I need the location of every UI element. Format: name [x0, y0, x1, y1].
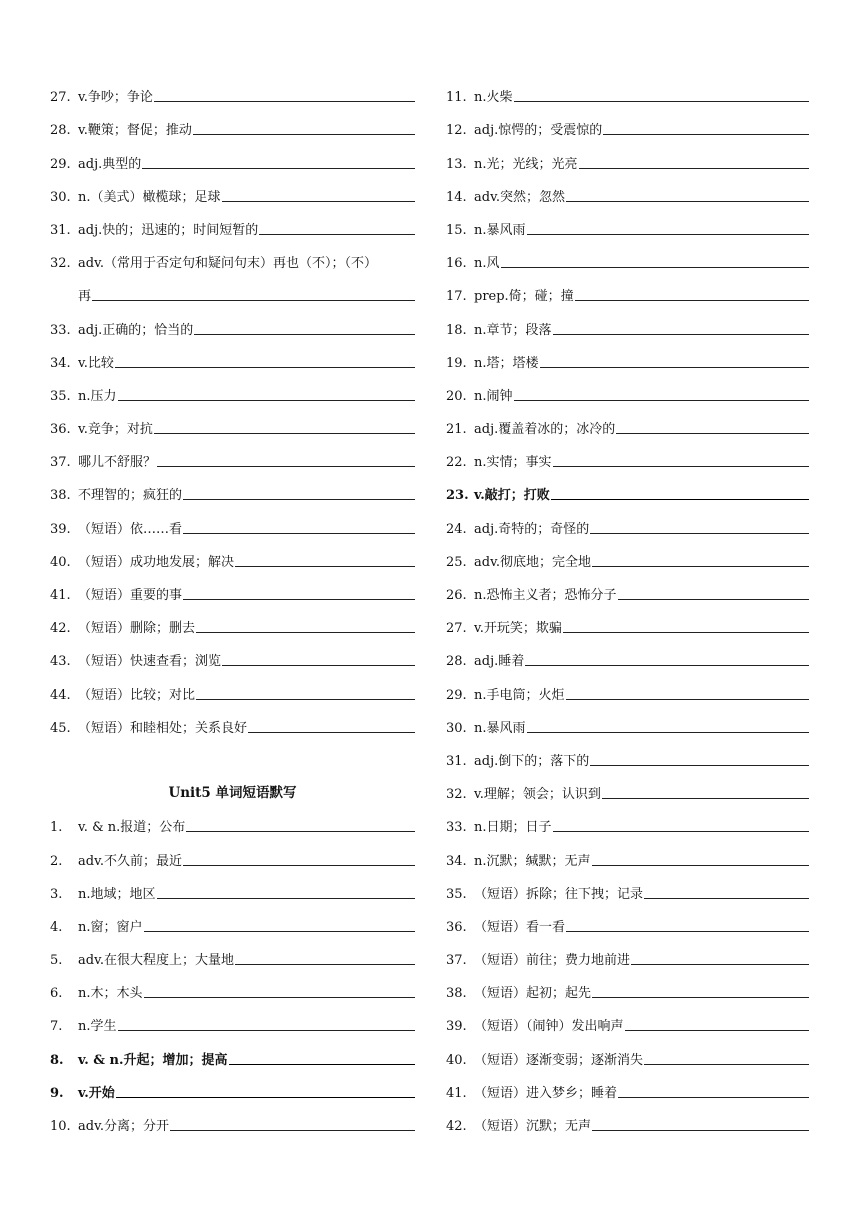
item-number: 15.	[446, 222, 467, 238]
answer-blank[interactable]	[527, 234, 809, 235]
list-item	[446, 569, 809, 602]
item-number: 29.	[50, 156, 71, 172]
item-definition: n.风	[474, 256, 500, 272]
list-item	[50, 1000, 415, 1033]
item-definition: （短语）进入梦乡；睡着	[474, 1085, 618, 1101]
list-item	[446, 868, 809, 901]
item-definition: v.开玩笑；欺骗	[474, 621, 562, 637]
item-definition: adv.分离；分开	[78, 1119, 170, 1134]
item-definition: （短语）起初；起先	[474, 986, 592, 1002]
item-number: 32.	[50, 256, 71, 272]
answer-blank[interactable]	[553, 831, 809, 832]
item-number: 33.	[446, 820, 467, 836]
answer-blank[interactable]	[154, 101, 415, 102]
answer-blank[interactable]	[170, 1130, 415, 1131]
answer-blank[interactable]	[229, 1064, 415, 1065]
item-number: 3.	[50, 886, 63, 902]
list-item	[446, 768, 809, 801]
item-number: 36.	[50, 422, 71, 438]
list-item	[446, 934, 809, 967]
list-item	[50, 569, 415, 602]
item-definition: adj.惊愕的；受震惊的	[474, 123, 603, 139]
item-number: 42.	[50, 621, 71, 637]
list-item	[50, 436, 415, 469]
list-item	[50, 337, 415, 370]
answer-blank[interactable]	[540, 367, 809, 368]
item-definition: （短语）成功地发展；解决	[78, 554, 235, 570]
item-number: 4.	[50, 919, 63, 935]
answer-blank[interactable]	[196, 632, 415, 633]
list-item	[50, 469, 415, 502]
answer-blank[interactable]	[575, 300, 809, 301]
answer-blank[interactable]	[592, 1130, 809, 1131]
item-number: 17.	[446, 289, 467, 305]
answer-blank[interactable]	[618, 1097, 809, 1098]
item-definition: 哪儿不舒服？	[78, 455, 157, 471]
item-number: 26.	[446, 588, 467, 603]
list-item	[446, 502, 809, 535]
item-definition: n.暴风雨	[474, 720, 526, 736]
right-column	[446, 71, 809, 1133]
answer-blank[interactable]	[157, 466, 415, 467]
list-item	[446, 702, 809, 735]
item-definition: n.日期；日子	[474, 820, 552, 836]
item-number: 13.	[446, 156, 467, 172]
list-item	[446, 370, 809, 403]
item-number: 20.	[446, 388, 467, 404]
answer-blank[interactable]	[144, 931, 415, 932]
item-definition: （短语）依……看	[78, 521, 183, 537]
list-item	[50, 834, 415, 867]
item-definition: adv.（常用于否定句和疑问句末）再也（不）；（不）	[78, 256, 378, 272]
list-item	[50, 1067, 415, 1100]
item-definition: （短语）前往；费力地前进	[474, 953, 631, 969]
answer-blank[interactable]	[553, 466, 809, 467]
answer-blank[interactable]	[183, 533, 415, 534]
item-number: 42.	[446, 1119, 467, 1134]
list-item	[50, 1033, 415, 1066]
answer-blank[interactable]	[590, 533, 809, 534]
answer-blank[interactable]	[592, 997, 809, 998]
list-item-32-continued	[50, 270, 415, 303]
item-definition: n.火柴	[474, 90, 513, 106]
answer-blank[interactable]	[603, 134, 809, 135]
list-item	[446, 436, 809, 469]
answer-blank[interactable]	[553, 334, 809, 335]
item-definition: n.闹钟	[474, 388, 513, 404]
item-definition: n.学生	[78, 1019, 117, 1035]
answer-blank[interactable]	[592, 566, 809, 567]
item-definition: n.暴风雨	[474, 222, 526, 238]
answer-blank[interactable]	[116, 1097, 415, 1098]
list-item	[446, 1033, 809, 1066]
item-number: 22.	[446, 455, 467, 471]
answer-blank[interactable]	[183, 865, 415, 866]
answer-blank[interactable]	[563, 632, 809, 633]
answer-blank[interactable]	[602, 798, 809, 799]
list-item	[50, 303, 415, 336]
answer-blank[interactable]	[222, 665, 415, 666]
item-definition: n.光；光线；光亮	[474, 156, 578, 172]
list-item	[50, 403, 415, 436]
list-item	[50, 1100, 415, 1133]
list-item	[50, 370, 415, 403]
answer-blank[interactable]	[157, 898, 415, 899]
answer-blank[interactable]	[196, 699, 415, 700]
item-number: 10.	[50, 1119, 71, 1134]
item-number: 14.	[446, 189, 467, 205]
item-definition: v. & n.报道；公布	[78, 820, 186, 836]
item-number: 34.	[446, 853, 467, 869]
list-item	[50, 204, 415, 237]
item-number: 28.	[446, 654, 467, 670]
list-item	[446, 901, 809, 934]
list-item	[446, 270, 809, 303]
item-number: 35.	[446, 886, 467, 902]
item-definition: n.实情；事实	[474, 455, 552, 471]
list-item	[50, 868, 415, 901]
answer-blank[interactable]	[144, 997, 415, 998]
item-number: 7.	[50, 1019, 63, 1035]
answer-blank[interactable]	[592, 865, 809, 866]
answer-blank[interactable]	[618, 599, 809, 600]
item-definition: （短语）和睦相处；关系良好	[78, 720, 248, 736]
item-definition: adv.彻底地；完全地	[474, 554, 592, 570]
list-item	[446, 237, 809, 270]
list-item	[446, 171, 809, 204]
item-number: 24.	[446, 521, 467, 537]
item-definition: adj.睡着	[474, 654, 525, 670]
item-number: 35.	[50, 388, 71, 404]
list-item	[50, 635, 415, 668]
unit5-section-title: Unit5 单词短语默写	[168, 785, 297, 802]
item-definition: n.塔；塔楼	[474, 355, 539, 371]
section-spacer	[50, 735, 415, 768]
item-number: 32.	[446, 787, 467, 803]
item-definition: 不理智的；疯狂的	[78, 488, 183, 504]
item-number: 8.	[50, 1052, 64, 1068]
item-number: 38.	[446, 986, 467, 1002]
item-definition: adj.快的；迅速的；时间短暂的	[78, 222, 259, 238]
item-definition: v.竞争；对抗	[78, 422, 153, 438]
item-definition: adj.奇特的；奇怪的	[474, 521, 590, 537]
item-definition: adv.突然；忽然	[474, 189, 566, 205]
list-item	[446, 668, 809, 701]
list-item	[50, 104, 415, 137]
list-item-32	[50, 237, 415, 270]
item-number: 40.	[446, 1052, 467, 1068]
answer-blank[interactable]	[186, 831, 415, 832]
item-number: 27.	[50, 90, 71, 106]
list-item	[50, 702, 415, 735]
item-number: 45.	[50, 720, 71, 736]
list-item	[446, 801, 809, 834]
item-definition: （短语）快速查看；浏览	[78, 654, 222, 670]
list-item	[50, 967, 415, 1000]
item-definition: n.木；木头	[78, 986, 143, 1002]
list-item	[446, 137, 809, 170]
item-number: 12.	[446, 123, 467, 139]
list-item	[446, 303, 809, 336]
list-item	[446, 1000, 809, 1033]
list-item	[446, 204, 809, 237]
item-definition: n.手电筒；火炬	[474, 687, 565, 703]
item-definition: v. & n.升起；增加；提高	[78, 1052, 228, 1068]
list-item	[50, 536, 415, 569]
item-definition: adv.不久前；最近	[78, 853, 183, 869]
answer-blank[interactable]	[590, 765, 809, 766]
item-definition: adj.正确的；恰当的	[78, 322, 194, 338]
item-number: 9.	[50, 1085, 64, 1101]
item-definition: （短语）删除；删去	[78, 621, 196, 637]
list-item	[50, 602, 415, 635]
answer-blank[interactable]	[235, 566, 415, 567]
list-item	[50, 801, 415, 834]
list-item	[446, 71, 809, 104]
answer-blank[interactable]	[616, 433, 809, 434]
list-item	[446, 1100, 809, 1133]
answer-blank[interactable]	[118, 400, 415, 401]
list-item	[446, 735, 809, 768]
answer-blank[interactable]	[115, 367, 415, 368]
item-definition: （短语）（闹钟）发出响声	[474, 1019, 624, 1035]
item-definition: n.地域；地区	[78, 886, 156, 902]
list-item	[446, 602, 809, 635]
answer-blank[interactable]	[644, 898, 809, 899]
item-definition: n.恐怖主义者；恐怖分子	[474, 588, 617, 603]
list-item	[446, 104, 809, 137]
item-definition: adj.倒下的；落下的	[474, 753, 590, 769]
answer-blank[interactable]	[118, 1030, 415, 1031]
list-item	[446, 1067, 809, 1100]
item-number: 36.	[446, 919, 467, 935]
answer-blank[interactable]	[92, 300, 415, 301]
answer-blank[interactable]	[194, 334, 415, 335]
item-definition: （短语）沉默；无声	[474, 1119, 592, 1134]
item-number: 34.	[50, 355, 71, 371]
list-item	[50, 502, 415, 535]
list-item	[50, 137, 415, 170]
item-definition: adv.在很大程度上；大量地	[78, 953, 235, 969]
right-list	[446, 71, 809, 1133]
item-number: 19.	[446, 355, 467, 371]
item-number: 28.	[50, 123, 71, 139]
answer-blank[interactable]	[183, 599, 415, 600]
item-number: 21.	[446, 422, 467, 438]
answer-blank[interactable]	[551, 499, 809, 500]
item-number: 11.	[446, 90, 467, 106]
list-item	[446, 635, 809, 668]
item-number: 44.	[50, 687, 71, 703]
item-number: 18.	[446, 322, 467, 338]
answer-blank[interactable]	[501, 267, 809, 268]
answer-blank[interactable]	[579, 168, 809, 169]
list-item	[446, 403, 809, 436]
item-definition: （短语）重要的事	[78, 588, 183, 603]
list-item	[50, 171, 415, 204]
answer-blank[interactable]	[525, 665, 809, 666]
item-number: 5.	[50, 953, 63, 969]
answer-blank[interactable]	[235, 964, 415, 965]
item-definition: v.比较	[78, 355, 114, 371]
answer-blank[interactable]	[625, 1030, 809, 1031]
answer-blank[interactable]	[142, 168, 415, 169]
item-number: 16.	[446, 256, 467, 272]
item-number: 31.	[446, 753, 467, 769]
answer-blank[interactable]	[566, 931, 809, 932]
item-number: 39.	[50, 521, 71, 537]
item-definition: prep.倚；碰；撞	[474, 289, 574, 305]
list-item	[446, 337, 809, 370]
item-definition: n.沉默；缄默；无声	[474, 853, 591, 869]
item-number: 31.	[50, 222, 71, 238]
item-definition-continued: 再	[78, 289, 92, 305]
item-number: 37.	[446, 953, 467, 969]
answer-blank[interactable]	[248, 732, 415, 733]
item-number: 27.	[446, 621, 467, 637]
item-definition: v.开始	[78, 1085, 115, 1101]
list-item	[446, 967, 809, 1000]
item-definition: （短语）比较；对比	[78, 687, 196, 703]
item-definition: （短语）看一看	[474, 919, 566, 935]
answer-blank[interactable]	[222, 201, 415, 202]
list-item	[50, 668, 415, 701]
unit5-list	[50, 801, 415, 1133]
item-number: 43.	[50, 654, 71, 670]
answer-blank[interactable]	[193, 134, 415, 135]
item-number: 41.	[446, 1085, 467, 1101]
item-number: 41.	[50, 588, 71, 603]
item-number: 30.	[50, 189, 71, 205]
item-number: 39.	[446, 1019, 467, 1035]
item-number: 2.	[50, 853, 63, 869]
list-item	[446, 834, 809, 867]
list-item	[446, 469, 809, 502]
list-item	[50, 71, 415, 104]
item-definition: n.（美式）橄榄球；足球	[78, 189, 221, 205]
answer-blank[interactable]	[527, 732, 809, 733]
list-item	[50, 934, 415, 967]
item-number: 25.	[446, 554, 467, 570]
item-definition: （短语）拆除；往下拽；记录	[474, 886, 644, 902]
answer-blank[interactable]	[631, 964, 809, 965]
item-number: 40.	[50, 554, 71, 570]
item-number: 30.	[446, 720, 467, 736]
item-number: 1.	[50, 820, 63, 836]
item-definition: n.章节；段落	[474, 322, 552, 338]
left-column	[50, 71, 415, 1133]
item-definition: v.理解；领会；认识到	[474, 787, 601, 803]
answer-blank[interactable]	[566, 201, 809, 202]
answer-blank[interactable]	[644, 1064, 809, 1065]
item-definition: v.鞭策；督促；推动	[78, 123, 192, 139]
answer-blank[interactable]	[514, 101, 809, 102]
item-number: 38.	[50, 488, 71, 504]
answer-blank[interactable]	[154, 433, 415, 434]
list-item	[446, 536, 809, 569]
item-definition: （短语）逐渐变弱；逐渐消失	[474, 1052, 644, 1068]
left-mid-list	[50, 303, 415, 734]
item-definition: n.窗；窗户	[78, 919, 143, 935]
item-number: 6.	[50, 986, 63, 1002]
item-definition: adj.典型的	[78, 156, 142, 172]
item-definition: adj.覆盖着冰的；冰冷的	[474, 422, 616, 438]
item-number: 23.	[446, 488, 469, 504]
answer-blank[interactable]	[514, 400, 809, 401]
left-top-list	[50, 71, 415, 237]
item-number: 33.	[50, 322, 71, 338]
item-number: 37.	[50, 455, 71, 471]
list-item	[50, 901, 415, 934]
answer-blank[interactable]	[566, 699, 809, 700]
item-definition: n.压力	[78, 388, 117, 404]
item-definition: v.敲打；打败	[474, 488, 550, 504]
answer-blank[interactable]	[183, 499, 415, 500]
item-number: 29.	[446, 687, 467, 703]
answer-blank[interactable]	[259, 234, 415, 235]
item-definition: v.争吵；争论	[78, 90, 153, 106]
